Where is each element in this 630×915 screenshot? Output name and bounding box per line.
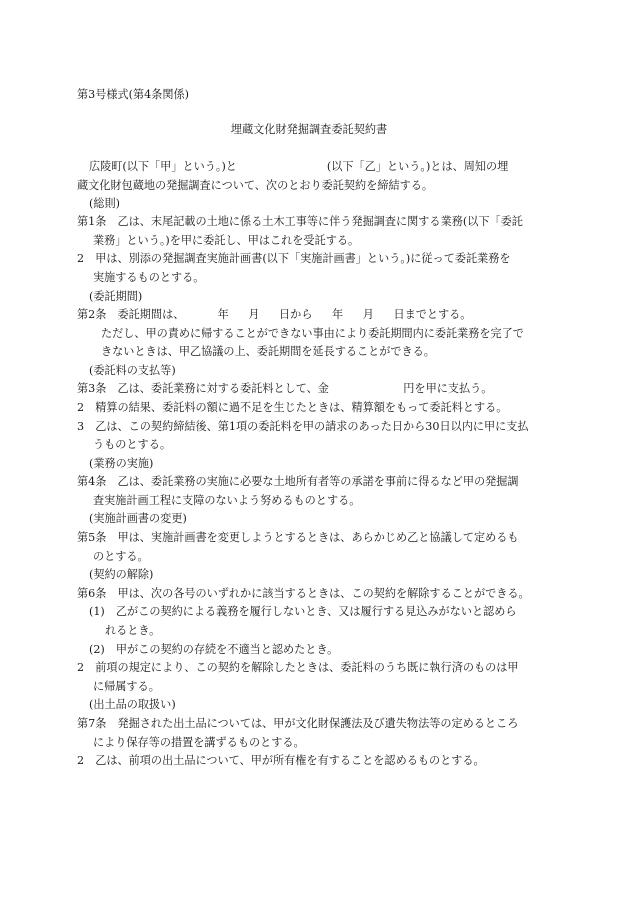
preamble-party-a: 広陵町(以下「甲」という。)と [89, 159, 237, 173]
article-3-para-3-line-2: うものとする。 [93, 437, 171, 451]
article-3-fee-tail: 円を甲に支払う。 [403, 381, 493, 395]
article-2-line-1 [77, 306, 618, 322]
article-1-line-2: 業務」という。)を甲に委託し、甲はこれを受託する。 [93, 233, 360, 247]
preamble-party-b: (以下「乙」という。)とは、周知の埋 [326, 159, 509, 173]
article-4-heading: (業務の実施) [89, 456, 154, 470]
article-3-heading: (委託料の支払等) [89, 363, 176, 377]
article-2-lead: 第2条 委託期間は、 [77, 307, 185, 321]
article-2-line-3: きないときは、甲乙協議の上、委託期間を延長することができる。 [101, 344, 435, 358]
article-3-para-3-line-1: 3 乙は、この契約締結後、第1項の委託料を甲の請求のあった日から30日以内に甲に支払 [77, 419, 529, 433]
preamble-line-1 [89, 158, 618, 174]
end-year-label: 年 [332, 307, 344, 321]
article-7-heading: (出土品の取扱い) [89, 697, 176, 711]
article-5-heading: (実施計画書の変更) [89, 511, 187, 525]
article-4-line-2: 査実施計画工程に支障のないよう努めるものとする。 [93, 493, 361, 507]
article-1-line-1: 第1条 乙は、末尾記載の土地に係る土木工事等に伴う発掘調査に関する業務(以下「委託 [77, 214, 523, 228]
article-7-para-2: 2 乙は、前項の出土品について、甲が所有権を有することを認めるものとする。 [77, 753, 485, 767]
end-month-label: 月 [362, 307, 374, 321]
start-day-label: 日から [279, 307, 313, 321]
article-2-line-2: ただし、甲の責めに帰することができない事由により委託期間内に委託業務を完了で [101, 326, 524, 340]
article-6-item-2: (2) 甲がこの契約の存続を不適当と認めたとき。 [89, 642, 339, 656]
article-5-line-2: のとする。 [93, 549, 149, 563]
preamble-line-2: 蔵文化財包蔵地の発掘調査について、次のとおり委託契約を締結する。 [77, 178, 434, 192]
article-2-heading: (委託期間) [89, 289, 143, 303]
article-4-line-1: 第4条 乙は、委託業務の実施に必要な土地所有者等の承諾を事前に得るなど甲の発掘調 [77, 474, 519, 488]
document-title: 埋蔵文化財発掘調査委託契約書 [230, 122, 388, 136]
article-1-para-2-line-2: 実施するものとする。 [93, 270, 205, 284]
article-3-line-1 [77, 380, 618, 396]
article-6-para-2-line-1: 2 前項の規定により、この契約を解除したときは、委託料のうち既に執行済のものは甲 [77, 660, 519, 674]
article-6-line-1: 第6条 甲は、次の各号のいずれかに該当するときは、この契約を解除することができる。 [77, 586, 530, 600]
article-7-line-2: により保存等の措置を講ずるものとする。 [93, 735, 305, 749]
article-6-item-1-line-2: れるとき。 [105, 623, 161, 637]
form-label: 第3号様式(第4条関係) [77, 87, 189, 101]
article-1-heading: (総則) [89, 196, 120, 210]
article-3-fee-lead: 第3条 乙は、委託業務に対する委託料として、金 [77, 381, 329, 395]
start-month-label: 月 [248, 307, 260, 321]
article-3-para-2: 2 精算の結果、委託料の額に過不足を生じたときは、精算額をもって委託料とする。 [77, 400, 508, 414]
article-6-para-2-line-2: に帰属する。 [93, 679, 160, 693]
article-7-line-1: 第7条 発掘された出土品については、甲が文化財保護法及び遺失物法等の定めるところ [77, 716, 519, 730]
article-5-line-1: 第5条 甲は、実施計画書を変更しようとするときは、あらかじめ乙と協議して定めるも [77, 530, 519, 544]
article-6-item-1-line-1: (1) 乙がこの契約による義務を履行しないとき、又は履行する見込みがないと認めら [89, 604, 517, 618]
start-year-label: 年 [217, 307, 229, 321]
article-1-para-2-line-1: 2 甲は、別添の発掘調査実施計画書(以下「実施計画書」という。)に従って委託業務を [77, 251, 511, 265]
article-6-heading: (契約の解除) [89, 567, 154, 581]
end-day-label: 日までとする。 [393, 307, 472, 321]
